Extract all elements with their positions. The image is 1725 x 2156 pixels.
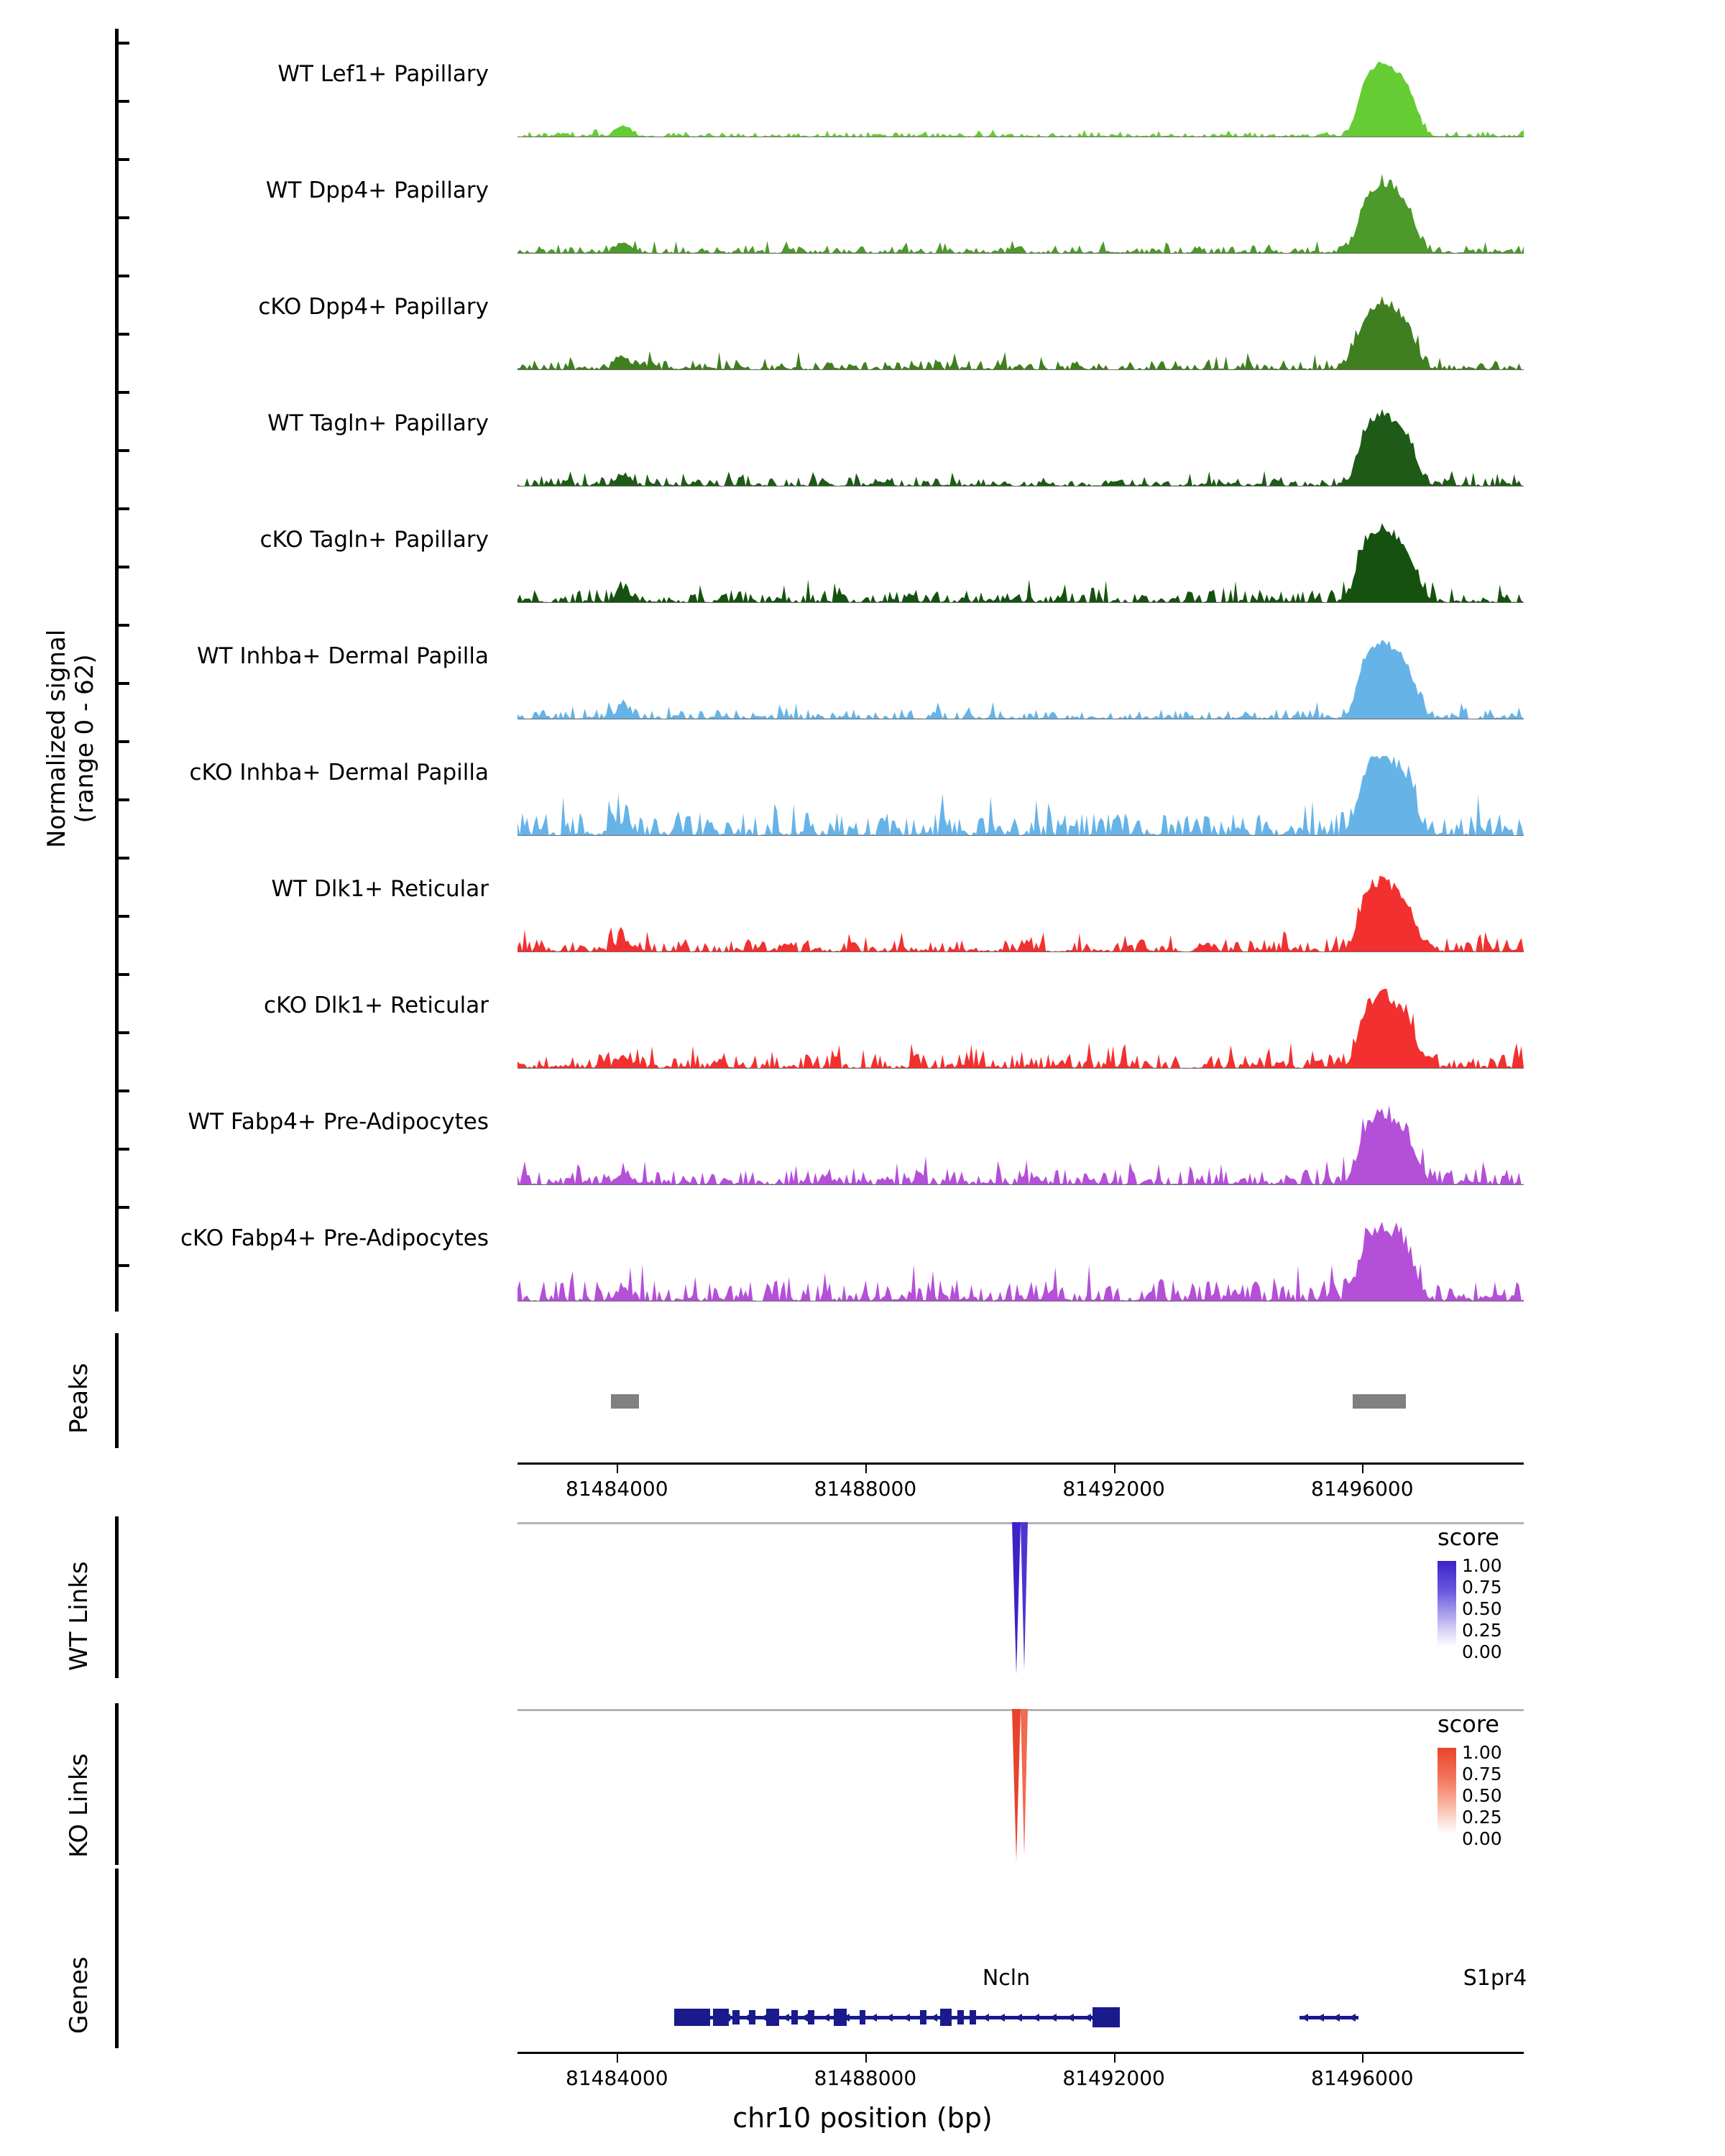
x-axis-tick-label: 81496000	[1311, 1477, 1414, 1501]
track-baseline	[518, 253, 1524, 254]
track-signal	[518, 1222, 1524, 1301]
track-label: cKO Dpp4+ Papillary	[258, 294, 489, 320]
peaks-panel-label: Peaks	[65, 1363, 93, 1434]
track-signal	[518, 407, 1524, 486]
axis-tick	[115, 740, 129, 743]
gene-label-s1pr4: S1pr4	[1463, 1966, 1527, 1991]
track-baseline	[518, 1184, 1524, 1185]
axis-tick	[115, 624, 129, 627]
ko-links-spine	[115, 1703, 119, 1865]
track-label: cKO Inhba+ Dermal Papilla	[189, 760, 489, 786]
wt-legend-tick-4: 0.00	[1462, 1641, 1502, 1662]
ko-legend-tick-0: 1.00	[1462, 1742, 1502, 1763]
track-label: cKO Dlk1+ Reticular	[264, 992, 489, 1018]
coverage-track	[115, 872, 1596, 952]
track-signal	[518, 290, 1524, 369]
ko-legend-tick-2: 0.50	[1462, 1785, 1502, 1806]
track-signal	[518, 872, 1524, 952]
track-label: WT Lef1+ Papillary	[277, 61, 489, 87]
track-baseline	[518, 486, 1524, 487]
x-axis-tick	[865, 1465, 867, 1473]
ko-legend-title: score	[1438, 1710, 1499, 1738]
coverage-track	[115, 1105, 1596, 1184]
ko-links-label: KO Links	[65, 1753, 93, 1858]
genes-panel-spine	[115, 1869, 119, 2048]
axis-tick	[115, 1206, 129, 1209]
coverage-axis-label-line1: Normalized signal	[42, 629, 71, 848]
wt-legend-colorbar	[1438, 1561, 1456, 1647]
axis-tick	[115, 973, 129, 976]
axis-tick	[115, 857, 129, 860]
track-baseline	[518, 602, 1524, 603]
track-label: WT Tagln+ Papillary	[267, 410, 489, 436]
ko-legend-tick-4: 0.00	[1462, 1828, 1502, 1849]
track-baseline	[518, 1068, 1524, 1069]
axis-tick	[115, 158, 129, 161]
wt-legend-tick-0: 1.00	[1462, 1555, 1502, 1576]
x-axis-tick	[865, 2054, 867, 2063]
coverage-track	[115, 174, 1596, 253]
ko-legend-tick-3: 0.25	[1462, 1807, 1502, 1828]
ko-links-panel	[65, 1703, 1596, 1869]
track-label: WT Dpp4+ Papillary	[265, 178, 489, 203]
coverage-track	[115, 989, 1596, 1068]
axis-tick	[115, 1089, 129, 1092]
track-baseline	[518, 835, 1524, 836]
peak-region	[611, 1394, 639, 1409]
x-axis-tick	[617, 2054, 618, 2063]
coverage-track	[115, 407, 1596, 486]
track-label: cKO Fabp4+ Pre-Adipocytes	[180, 1225, 489, 1251]
track-baseline	[518, 369, 1524, 370]
wt-legend-title: score	[1438, 1524, 1499, 1551]
track-signal	[518, 989, 1524, 1068]
track-signal	[518, 523, 1524, 602]
track-label: WT Inhba+ Dermal Papilla	[197, 643, 489, 669]
gene-label-ncln: Ncln	[982, 1966, 1031, 1991]
wt-links-label: WT Links	[65, 1561, 93, 1671]
wt-legend-tick-3: 0.25	[1462, 1620, 1502, 1641]
ko-legend-colorbar	[1438, 1748, 1456, 1834]
peaks-panel	[65, 1333, 1596, 1501]
track-signal	[518, 174, 1524, 253]
x-axis-tick-label: 81484000	[566, 1477, 668, 1501]
wt-legend-tick-2: 0.50	[1462, 1598, 1502, 1619]
track-label: WT Dlk1+ Reticular	[271, 876, 489, 902]
wt-links-legend	[1438, 1524, 1596, 1662]
wt-links-spine	[115, 1516, 119, 1678]
peaks-panel-spine	[115, 1333, 119, 1448]
coverage-panel	[115, 29, 1596, 1315]
coverage-track	[115, 756, 1596, 835]
track-label: cKO Tagln+ Papillary	[259, 527, 489, 553]
track-signal	[518, 756, 1524, 835]
wt-legend-tick-1: 0.75	[1462, 1577, 1502, 1598]
ko-legend-tick-1: 0.75	[1462, 1764, 1502, 1784]
ko-links-legend	[1438, 1710, 1596, 1849]
genes-position-axis	[518, 2052, 1524, 2054]
track-label: WT Fabp4+ Pre-Adipocytes	[188, 1109, 489, 1135]
x-axis-tick-label: 81488000	[814, 1477, 917, 1501]
coverage-track	[115, 57, 1596, 137]
track-signal	[518, 57, 1524, 137]
x-axis-tick	[1114, 1465, 1116, 1473]
axis-tick	[115, 42, 129, 45]
coverage-axis-label	[43, 630, 99, 848]
x-axis-tick	[1362, 2054, 1363, 2063]
x-axis-tick	[1114, 2054, 1116, 2063]
coverage-track	[115, 523, 1596, 602]
wt-links-panel	[65, 1516, 1596, 1682]
genes-panel-label: Genes	[65, 1956, 93, 2034]
x-axis-tick	[1362, 1465, 1363, 1473]
x-axis-title: chr10 position (bp)	[732, 2102, 993, 2134]
x-axis-tick-label: 81484000	[566, 2066, 668, 2090]
track-baseline	[518, 1301, 1524, 1302]
wt-link-arcs	[518, 1522, 1524, 1677]
x-axis-tick-label: 81488000	[814, 2066, 917, 2090]
axis-tick	[115, 391, 129, 394]
coverage-track	[115, 640, 1596, 719]
x-axis-tick-label: 81496000	[1311, 2066, 1414, 2090]
gene-models	[518, 2001, 1524, 2037]
coverage-track	[115, 290, 1596, 369]
ko-link-arcs	[518, 1709, 1524, 1864]
axis-tick	[115, 275, 129, 277]
track-signal	[518, 640, 1524, 719]
x-axis-tick-label: 81492000	[1062, 2066, 1165, 2090]
x-axis-tick-label: 81492000	[1062, 1477, 1165, 1501]
x-axis-tick	[617, 1465, 618, 1473]
genes-panel	[65, 1869, 1596, 2106]
coverage-track	[115, 1222, 1596, 1301]
axis-tick	[115, 507, 129, 510]
coverage-axis-label-line2: (range 0 - 62)	[70, 654, 100, 824]
peak-region	[1353, 1394, 1405, 1409]
track-signal	[518, 1105, 1524, 1184]
peaks-position-axis	[518, 1462, 1524, 1465]
